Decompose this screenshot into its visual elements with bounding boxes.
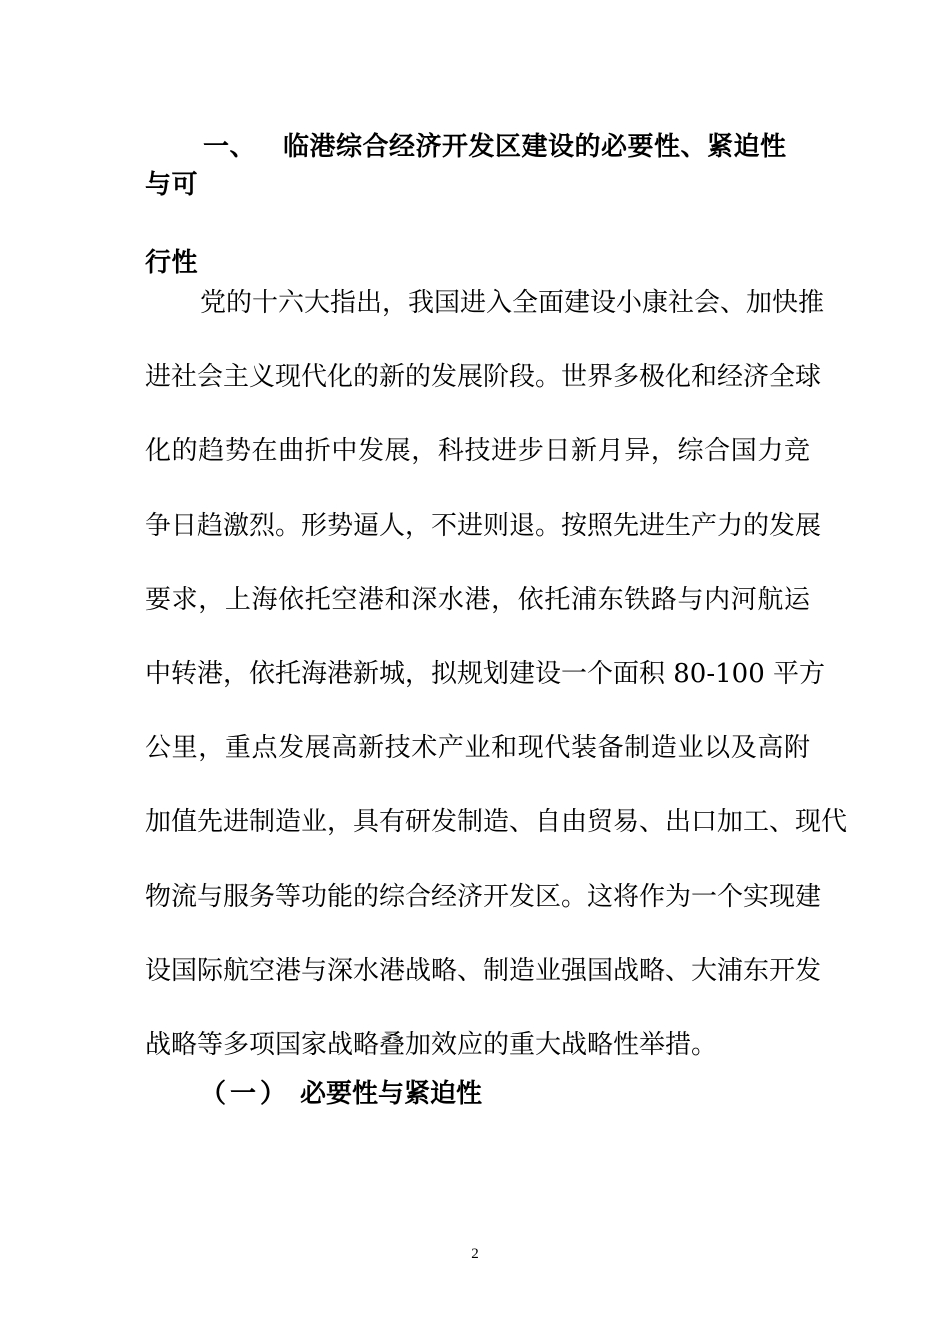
body-paragraph: [145, 266, 848, 1082]
subsection-title: 必要性与紧迫性: [300, 1079, 483, 1109]
page-number: 2: [471, 1246, 479, 1262]
section-title-line2: 行性: [145, 248, 199, 278]
paragraph-line: 物流与服务等功能的综合经济开发区。这将作为一个实现建: [145, 881, 822, 912]
subsection-heading: [200, 1074, 482, 1114]
paragraph-line: 设国际航空港与深水港战略、制造业强国战略、大浦东开发: [145, 955, 822, 986]
paragraph-line: 要求，上海依托空港和深水港，依托浦东铁路与内河航运: [145, 584, 810, 615]
section-heading: [145, 128, 810, 282]
section-title-line1: 临港综合经济开发区建设的必要性、紧迫性与可: [145, 132, 787, 200]
paragraph-line: 化的趋势在曲折中发展，科技进步日新月异，综合国力竞: [145, 436, 810, 467]
paragraph-line: 中转港，依托海港新城，拟规划建设一个面积 80-100 平方: [145, 658, 826, 689]
paragraph-line: 争日趋激烈。形势逼人，不进则退。按照先进生产力的发展: [145, 510, 822, 541]
section-number: 一、: [203, 132, 257, 162]
paragraph-line: 党的十六大指出，我国进入全面建设小康社会、加快推: [200, 288, 825, 318]
paragraph-line: 公里，重点发展高新技术产业和现代装备制造业以及高附: [145, 733, 810, 764]
subsection-number: （一）: [200, 1079, 291, 1109]
paragraph-line: 加值先进制造业，具有研发制造、自由贸易、出口加工、现代: [145, 807, 848, 838]
paragraph-line: 战略等多项国家战略叠加效应的重大战略性举措。: [145, 1029, 718, 1060]
paragraph-line: 进社会主义现代化的新的发展阶段。世界多极化和经济全球: [145, 362, 822, 393]
